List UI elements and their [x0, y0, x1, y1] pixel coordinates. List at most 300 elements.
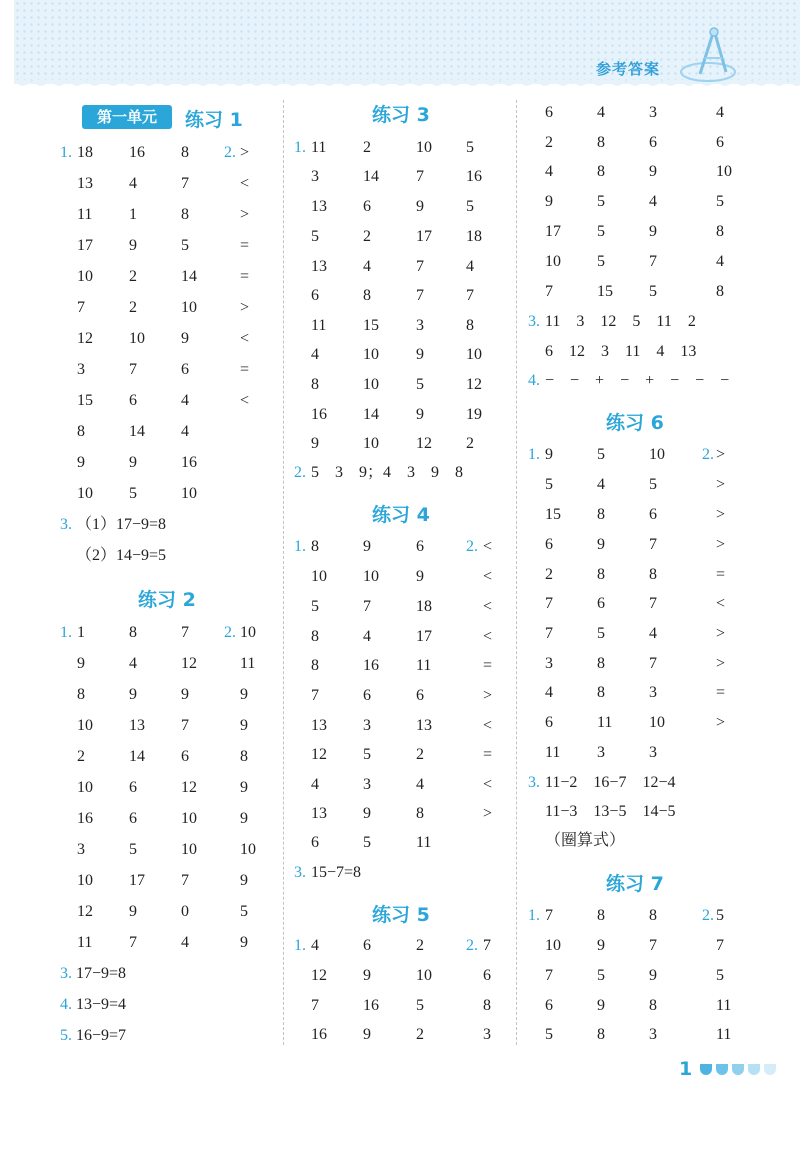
- answer-cell: 5: [597, 625, 605, 642]
- section-title: 练习 1: [185, 109, 243, 131]
- answer-cell: 9: [597, 997, 605, 1014]
- answer-cell: 10: [649, 446, 665, 463]
- answer-cell: 13: [129, 717, 145, 734]
- answer-cell: 6: [363, 937, 371, 954]
- answer-cell: 17: [416, 228, 432, 245]
- answer-cell: 3: [363, 776, 371, 793]
- answer-cell: 5: [597, 193, 605, 210]
- decoration-dot: [748, 1064, 760, 1075]
- answer-cell: 8: [597, 907, 605, 924]
- answer-cell: 7: [545, 283, 553, 300]
- answer-cell: >: [483, 687, 493, 704]
- answer-cell: 9: [240, 810, 248, 827]
- section-title: 练习 5: [372, 904, 430, 926]
- answer-cell: 8: [597, 566, 605, 583]
- answer-cell: 8: [597, 655, 605, 672]
- answer-cell: 7: [129, 934, 137, 951]
- answer-text: 11−2 16−7 12−4: [545, 774, 676, 791]
- answer-cell: 6: [483, 967, 491, 984]
- answer-cell: 9: [363, 805, 371, 822]
- answer-cell: 4: [466, 258, 474, 275]
- answer-cell: 9: [416, 198, 424, 215]
- answer-cell: 6: [311, 834, 319, 851]
- answer-cell: =: [716, 566, 726, 583]
- answer-cell: 9: [649, 163, 657, 180]
- answer-cell: 2: [545, 566, 553, 583]
- section-title: 练习 2: [138, 589, 196, 611]
- answer-text: 17−9=8: [76, 965, 127, 982]
- answer-cell: 11: [416, 657, 432, 674]
- question-number: 4.: [60, 996, 72, 1013]
- answer-cell: 8: [181, 144, 189, 161]
- answer-cell: 7: [545, 625, 553, 642]
- answer-cell: 6: [129, 810, 137, 827]
- answer-cell: =: [716, 684, 726, 701]
- answer-cell: 10: [77, 779, 93, 796]
- answer-text: （1）17−9=8: [76, 516, 167, 533]
- answer-cell: 12: [77, 903, 93, 920]
- answer-cell: 15: [545, 506, 561, 523]
- answer-cell: 8: [416, 805, 424, 822]
- answer-cell: 14: [363, 168, 379, 185]
- answer-cell: 3: [363, 717, 371, 734]
- answer-cell: 7: [311, 687, 319, 704]
- question-number: 5.: [60, 1027, 72, 1044]
- answer-cell: 5: [545, 476, 553, 493]
- answer-cell: 10: [545, 937, 561, 954]
- answer-cell: 6: [545, 536, 553, 553]
- answer-cell: 4: [311, 346, 319, 363]
- question-number: 3.: [294, 864, 306, 881]
- answer-cell: 8: [466, 317, 474, 334]
- answer-cell: 18: [77, 144, 93, 161]
- answer-cell: >: [716, 446, 726, 463]
- answer-cell: 9: [363, 967, 371, 984]
- answer-cell: 7: [649, 253, 657, 270]
- answer-cell: 2: [416, 746, 424, 763]
- answer-cell: 4: [129, 175, 137, 192]
- answer-cell: 15: [363, 317, 379, 334]
- answer-cell: 1: [77, 624, 85, 641]
- answer-cell: >: [716, 714, 726, 731]
- answer-cell: 10: [77, 485, 93, 502]
- answer-cell: >: [483, 805, 493, 822]
- answer-cell: 6: [129, 779, 137, 796]
- answer-cell: 9: [416, 346, 424, 363]
- answer-cell: <: [483, 598, 493, 615]
- answer-cell: 3: [649, 104, 657, 121]
- answer-cell: >: [716, 476, 726, 493]
- answer-cell: 6: [416, 687, 424, 704]
- answer-cell: 5: [129, 841, 137, 858]
- answer-cell: 3: [597, 744, 605, 761]
- answer-cell: 3: [77, 841, 85, 858]
- answer-cell: 11: [311, 139, 327, 156]
- answer-cell: 13: [311, 258, 327, 275]
- question-number: 3.: [528, 774, 540, 791]
- answer-cell: 10: [545, 253, 561, 270]
- question-number: 1.: [294, 937, 306, 954]
- answer-cell: 13: [77, 175, 93, 192]
- answer-cell: 8: [129, 624, 137, 641]
- answer-cell: 4: [311, 937, 319, 954]
- answer-cell: 6: [597, 595, 605, 612]
- answer-cell: 4: [181, 934, 189, 951]
- answer-cell: 12: [416, 435, 432, 452]
- answer-cell: 5: [466, 198, 474, 215]
- answer-cell: 9: [545, 193, 553, 210]
- answer-cell: 12: [181, 779, 197, 796]
- answer-cell: 16: [311, 1026, 327, 1043]
- answer-cell: 9: [416, 406, 424, 423]
- answer-cell: 2: [416, 1026, 424, 1043]
- answer-cell: 8: [363, 287, 371, 304]
- answer-cell: 11: [597, 714, 613, 731]
- answer-cell: 10: [240, 624, 256, 641]
- answer-cell: 13: [416, 717, 432, 734]
- answer-cell: 2: [363, 228, 371, 245]
- answer-cell: 16: [311, 406, 327, 423]
- answer-cell: 13: [311, 198, 327, 215]
- answer-cell: 6: [716, 134, 724, 151]
- answer-cell: 15: [77, 392, 93, 409]
- answer-cell: 5: [466, 139, 474, 156]
- column-divider: [516, 100, 517, 1045]
- answer-cell: 8: [181, 206, 189, 223]
- answer-cell: 6: [649, 506, 657, 523]
- answer-cell: 9: [545, 446, 553, 463]
- answer-cell: 4: [597, 476, 605, 493]
- answer-cell: 4: [716, 253, 724, 270]
- answer-text: （圈算式）: [545, 832, 626, 849]
- answer-cell: 9: [129, 903, 137, 920]
- answer-text: 6 12 3 11 4 13: [545, 343, 697, 360]
- answer-cell: 8: [649, 997, 657, 1014]
- answer-cell: 4: [597, 104, 605, 121]
- answer-cell: 5: [311, 228, 319, 245]
- question-number: 4.: [528, 372, 540, 389]
- answer-cell: 8: [597, 684, 605, 701]
- question-number: 2.: [466, 538, 478, 555]
- answer-cell: 10: [649, 714, 665, 731]
- answer-cell: 11: [240, 655, 256, 672]
- answer-cell: 10: [77, 872, 93, 889]
- answer-cell: 6: [363, 198, 371, 215]
- answer-cell: 10: [240, 841, 256, 858]
- question-number: 3.: [60, 965, 72, 982]
- answer-cell: 14: [129, 748, 145, 765]
- question-number: 3.: [528, 313, 540, 330]
- question-number: 1.: [528, 446, 540, 463]
- answer-cell: 19: [466, 406, 482, 423]
- answer-cell: 16: [466, 168, 482, 185]
- answer-cell: 9: [181, 686, 189, 703]
- answer-cell: 8: [716, 283, 724, 300]
- answer-cell: 11: [77, 206, 93, 223]
- answer-cell: 7: [649, 595, 657, 612]
- answer-cell: =: [240, 237, 250, 254]
- answer-cell: 7: [129, 361, 137, 378]
- answer-cell: 14: [363, 406, 379, 423]
- answer-cell: 9: [240, 686, 248, 703]
- answer-cell: >: [716, 655, 726, 672]
- question-number: 2.: [466, 937, 478, 954]
- answer-cell: 2: [545, 134, 553, 151]
- answer-cell: 6: [363, 687, 371, 704]
- answer-cell: 10: [363, 346, 379, 363]
- answer-cell: 0: [181, 903, 189, 920]
- answer-cell: <: [240, 330, 250, 347]
- answer-cell: 12: [311, 967, 327, 984]
- answer-cell: 9: [649, 223, 657, 240]
- answer-cell: <: [483, 717, 493, 734]
- answer-cell: 9: [129, 454, 137, 471]
- answer-cell: 5: [240, 903, 248, 920]
- answer-cell: 8: [311, 628, 319, 645]
- answer-cell: 7: [181, 717, 189, 734]
- answer-cell: 4: [181, 423, 189, 440]
- answer-cell: 5: [545, 1026, 553, 1043]
- answer-key-title: 参考答案: [596, 60, 661, 78]
- answer-cell: 11: [716, 997, 732, 1014]
- answer-cell: 6: [129, 392, 137, 409]
- question-number: 3.: [60, 516, 72, 533]
- answer-cell: 7: [466, 287, 474, 304]
- answer-cell: 5: [597, 223, 605, 240]
- answer-cell: 8: [311, 538, 319, 555]
- answer-cell: 8: [311, 657, 319, 674]
- answer-cell: 5: [416, 997, 424, 1014]
- answer-cell: 4: [649, 193, 657, 210]
- answer-cell: 10: [416, 967, 432, 984]
- answer-text: 11−3 13−5 14−5: [545, 803, 676, 820]
- question-number: 2.: [294, 464, 306, 481]
- answer-cell: =: [483, 657, 493, 674]
- answer-cell: 9: [416, 568, 424, 585]
- answer-cell: 5: [716, 193, 724, 210]
- answer-cell: 7: [181, 175, 189, 192]
- answer-cell: 5: [363, 746, 371, 763]
- answer-cell: 16: [363, 997, 379, 1014]
- answer-cell: 17: [545, 223, 561, 240]
- answer-cell: 8: [483, 997, 491, 1014]
- answer-cell: 9: [363, 1026, 371, 1043]
- section-title: 练习 6: [606, 412, 664, 434]
- answer-cell: >: [716, 506, 726, 523]
- answer-cell: 2: [129, 299, 137, 316]
- answer-cell: 10: [77, 717, 93, 734]
- answer-cell: 16: [181, 454, 197, 471]
- answer-cell: 6: [181, 748, 189, 765]
- answer-cell: 7: [181, 872, 189, 889]
- answer-cell: 7: [649, 937, 657, 954]
- answer-cell: 12: [311, 746, 327, 763]
- question-number: 2.: [702, 446, 714, 463]
- answer-cell: 8: [649, 907, 657, 924]
- answer-cell: 14: [181, 268, 197, 285]
- answer-cell: 13: [311, 805, 327, 822]
- answer-cell: 10: [416, 139, 432, 156]
- answer-cell: 9: [311, 435, 319, 452]
- answer-cell: 13: [311, 717, 327, 734]
- answer-cell: 17: [77, 237, 93, 254]
- answer-cell: 2: [77, 748, 85, 765]
- answer-cell: 10: [181, 841, 197, 858]
- answer-cell: 10: [181, 485, 197, 502]
- answer-cell: 10: [181, 810, 197, 827]
- answer-cell: 3: [649, 1026, 657, 1043]
- answer-cell: 7: [545, 967, 553, 984]
- answer-cell: <: [483, 628, 493, 645]
- section-title: 练习 4: [372, 504, 430, 526]
- answer-cell: 14: [129, 423, 145, 440]
- answer-cell: 7: [181, 624, 189, 641]
- answer-cell: 7: [649, 655, 657, 672]
- column-divider: [283, 100, 284, 1045]
- answer-cell: 15: [597, 283, 613, 300]
- question-number: 1.: [294, 139, 306, 156]
- answer-cell: 9: [240, 934, 248, 951]
- answer-cell: =: [483, 746, 493, 763]
- answer-cell: 5: [716, 907, 724, 924]
- answer-cell: 11: [416, 834, 432, 851]
- answer-cell: 9: [129, 237, 137, 254]
- answer-cell: 6: [649, 134, 657, 151]
- answer-cell: 9: [240, 872, 248, 889]
- answer-cell: 5: [363, 834, 371, 851]
- answer-text: 15−7=8: [311, 864, 362, 881]
- answer-cell: 11: [545, 744, 561, 761]
- answer-cell: 6: [545, 104, 553, 121]
- answer-cell: 12: [466, 376, 482, 393]
- answer-cell: 6: [181, 361, 189, 378]
- answer-cell: 10: [363, 568, 379, 585]
- answer-cell: 8: [597, 163, 605, 180]
- answer-cell: <: [483, 568, 493, 585]
- answer-cell: <: [716, 595, 726, 612]
- answer-cell: 1: [129, 206, 137, 223]
- answer-text: 13−9=4: [76, 996, 127, 1013]
- question-number: 1.: [60, 624, 72, 641]
- answer-cell: 4: [716, 104, 724, 121]
- answer-cell: 8: [77, 423, 85, 440]
- answer-cell: 5: [597, 253, 605, 270]
- answer-cell: 17: [416, 628, 432, 645]
- answer-cell: 7: [483, 937, 491, 954]
- answer-cell: 4: [129, 655, 137, 672]
- answer-cell: 4: [545, 163, 553, 180]
- answer-cell: 7: [716, 937, 724, 954]
- decoration-dot: [732, 1064, 744, 1075]
- answer-cell: 8: [597, 506, 605, 523]
- answer-cell: =: [240, 361, 250, 378]
- question-number: 1.: [60, 144, 72, 161]
- answer-text: − − + − + − − −: [545, 372, 730, 389]
- question-number: 2.: [224, 144, 236, 161]
- answer-cell: 3: [416, 317, 424, 334]
- answer-cell: 10: [129, 330, 145, 347]
- answer-cell: 4: [545, 684, 553, 701]
- answer-cell: 8: [716, 223, 724, 240]
- answer-cell: 5: [597, 446, 605, 463]
- answer-cell: 2: [363, 139, 371, 156]
- answer-cell: 10: [77, 268, 93, 285]
- answer-cell: 8: [649, 566, 657, 583]
- answer-cell: 3: [311, 168, 319, 185]
- answer-cell: 7: [649, 536, 657, 553]
- answer-cell: 10: [181, 299, 197, 316]
- answer-cell: 7: [77, 299, 85, 316]
- answer-cell: 8: [77, 686, 85, 703]
- answer-cell: 5: [597, 967, 605, 984]
- decoration-dot: [716, 1064, 728, 1075]
- question-number: 1.: [528, 907, 540, 924]
- answer-cell: 10: [466, 346, 482, 363]
- answer-cell: 9: [597, 937, 605, 954]
- answer-cell: 17: [129, 872, 145, 889]
- answer-cell: 18: [466, 228, 482, 245]
- answer-cell: 7: [545, 907, 553, 924]
- answer-cell: 7: [545, 595, 553, 612]
- answer-cell: 4: [649, 625, 657, 642]
- answer-cell: 8: [311, 376, 319, 393]
- answer-cell: 5: [649, 283, 657, 300]
- answer-cell: 5: [649, 476, 657, 493]
- answer-cell: 9: [240, 717, 248, 734]
- answer-cell: <: [483, 776, 493, 793]
- answer-cell: 6: [545, 997, 553, 1014]
- answer-cell: 5: [181, 237, 189, 254]
- answer-cell: 3: [649, 684, 657, 701]
- answer-cell: <: [483, 538, 493, 555]
- answer-text: （2）14−9=5: [76, 547, 167, 564]
- answer-cell: 3: [483, 1026, 491, 1043]
- answer-cell: 8: [597, 134, 605, 151]
- answer-cell: 9: [240, 779, 248, 796]
- answer-cell: 2: [129, 268, 137, 285]
- answer-cell: 8: [240, 748, 248, 765]
- answer-cell: 10: [716, 163, 732, 180]
- answer-cell: 11: [77, 934, 93, 951]
- decoration-dot: [764, 1064, 776, 1075]
- answer-cell: 5: [716, 967, 724, 984]
- question-number: 2.: [702, 907, 714, 924]
- answer-cell: 4: [416, 776, 424, 793]
- answer-cell: 6: [416, 538, 424, 555]
- section-title: 练习 7: [606, 873, 664, 895]
- answer-cell: =: [240, 268, 250, 285]
- answer-cell: 12: [181, 655, 197, 672]
- answer-cell: >: [240, 206, 250, 223]
- answer-cell: <: [240, 175, 250, 192]
- question-number: 1.: [294, 538, 306, 555]
- answer-cell: 2: [416, 937, 424, 954]
- answer-cell: 18: [416, 598, 432, 615]
- answer-cell: 7: [311, 997, 319, 1014]
- answer-cell: >: [240, 299, 250, 316]
- answer-cell: 2: [466, 435, 474, 452]
- answer-cell: >: [240, 144, 250, 161]
- answer-cell: 5: [129, 485, 137, 502]
- answer-text: 11 3 12 5 11 2: [545, 313, 696, 330]
- answer-cell: 7: [416, 287, 424, 304]
- answer-cell: 10: [311, 568, 327, 585]
- answer-text: 16−9=7: [76, 1027, 127, 1044]
- answer-cell: 9: [129, 686, 137, 703]
- answer-cell: 3: [649, 744, 657, 761]
- answer-cell: 8: [597, 1026, 605, 1043]
- answer-cell: 9: [77, 655, 85, 672]
